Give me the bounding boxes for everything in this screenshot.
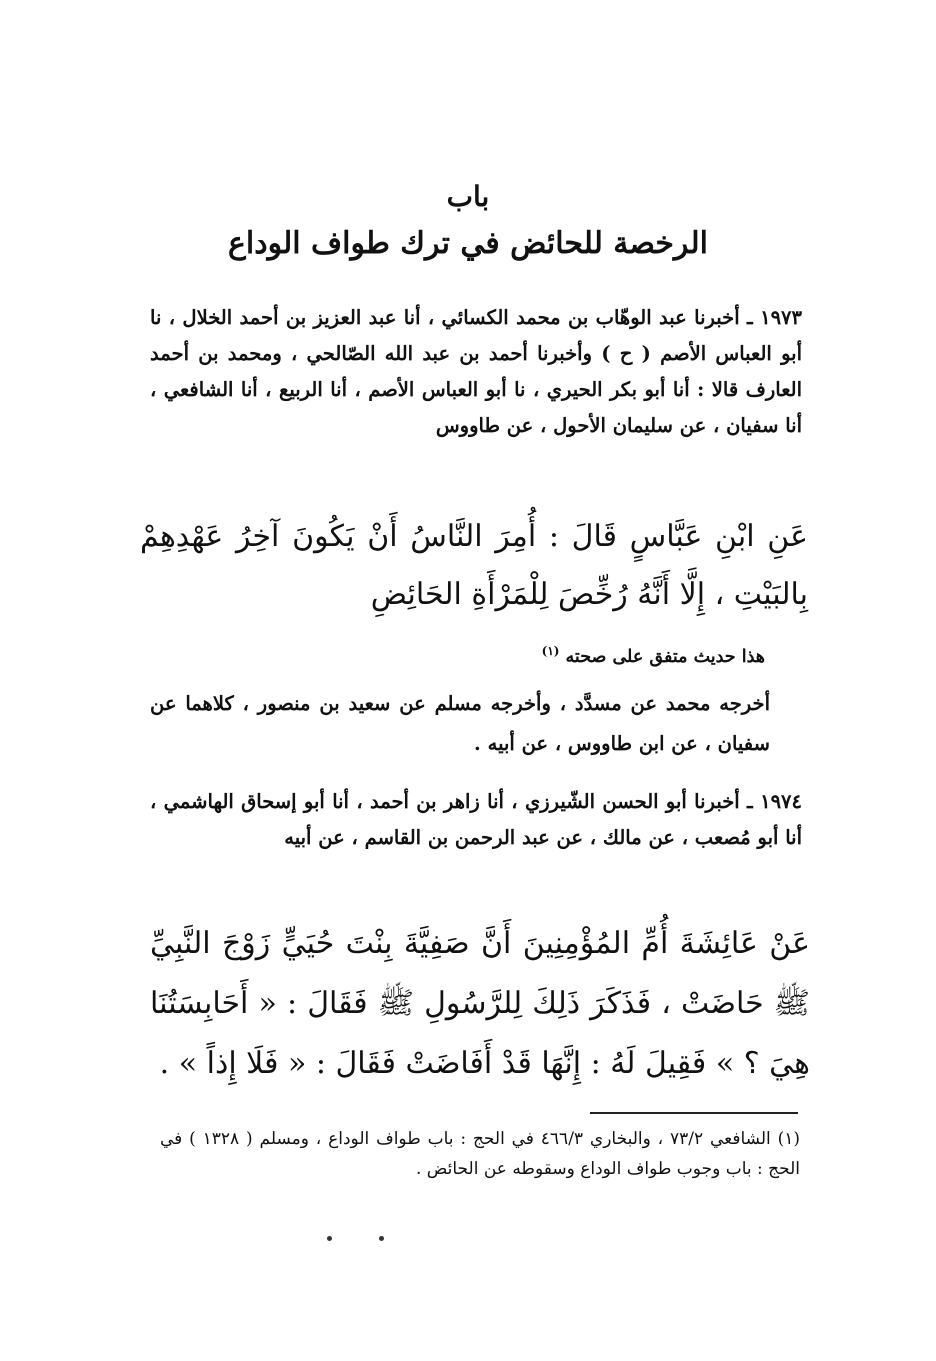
hadith-1973-grading: هذا حديث متفق على صحته: [565, 646, 765, 667]
footnote-separator: [590, 1112, 798, 1114]
hadith-1974-isnad: ١٩٧٤ ـ أخبرنا أبو الحسن الشّيرزي ، أنا زاهر بن أحمد ، أنا أبو إسحاق الهاشمي ، أنا أبو مُصعب ، عن مالك ، عن عبد الرحمن بن القاسم ، عن أبيه: [150, 790, 802, 849]
hadith-1973-takhrij: أخرجه محمد عن مسدَّد ، وأخرجه مسلم عن سعيد بن منصور ، كلاهما عن سفيان ، عن ابن طاووس ، عن أبيه .: [150, 692, 770, 755]
footnote-ref-1[interactable]: (١): [541, 644, 560, 658]
chapter-heading: باب: [446, 180, 490, 213]
hadith-1974-matn: عَنْ عَائِشَةَ أُمِّ المُؤْمِنِينَ أَنَّ صَفِيَّةَ بِنْتَ حُيَيٍّ زَوْجَ النَّبِيِّ ﷺ حَاضَتْ ، فَذَكَرَ ذَلِكَ لِلرَّسُولِ ﷺ فَقَالَ : « أَحَابِسَتُنَا هِيَ ؟ » فَقِيلَ لَهُ : إِنَّهَا قَدْ أَفَاضَتْ فَقَالَ : « فَلَا إِذاً » .: [150, 926, 810, 1081]
hadith-1973-matn: عَنِ ابْنِ عَبَّاسٍ قَالَ : أُمِرَ النَّاسُ أَنْ يَكُونَ آخِرُ عَهْدِهِمْ بِالبَيْتِ ، إِلَّا أَنَّهُ رُخِّصَ لِلْمَرْأَةِ الحَائِضِ: [140, 519, 808, 612]
page-dot: [327, 1236, 332, 1241]
hadith-1973-grading-line: [420, 636, 765, 672]
page-dot: [379, 1236, 384, 1241]
chapter-title: الرخصة للحائض في ترك طواف الوداع: [228, 226, 708, 261]
footnote-1: (١) الشافعي ٧٣/٢ ، والبخاري ٤٦٦/٣ في الحج : باب طواف الوداع ، ومسلم ( ١٣٢٨ ) في الحج : باب وجوب طواف الوداع وسقوطه عن الحائض .: [160, 1129, 801, 1179]
hadith-1973-isnad: ١٩٧٣ ـ أخبرنا عبد الوهّاب بن محمد الكسائي ، أنا عبد العزيز بن أحمد الخلال ، نا أبو العباس الأصم ( ح ) وأخبرنا أحمد بن عبد الله الصّالحي ، ومحمد بن أحمد العارف قالا : أنا أبو بكر الحيري ، نا أبو العباس الأصم ، أنا الربيع ، أنا الشافعي ، أنا سفيان ، عن سليمان الأحول ، عن طاووس: [150, 306, 802, 437]
